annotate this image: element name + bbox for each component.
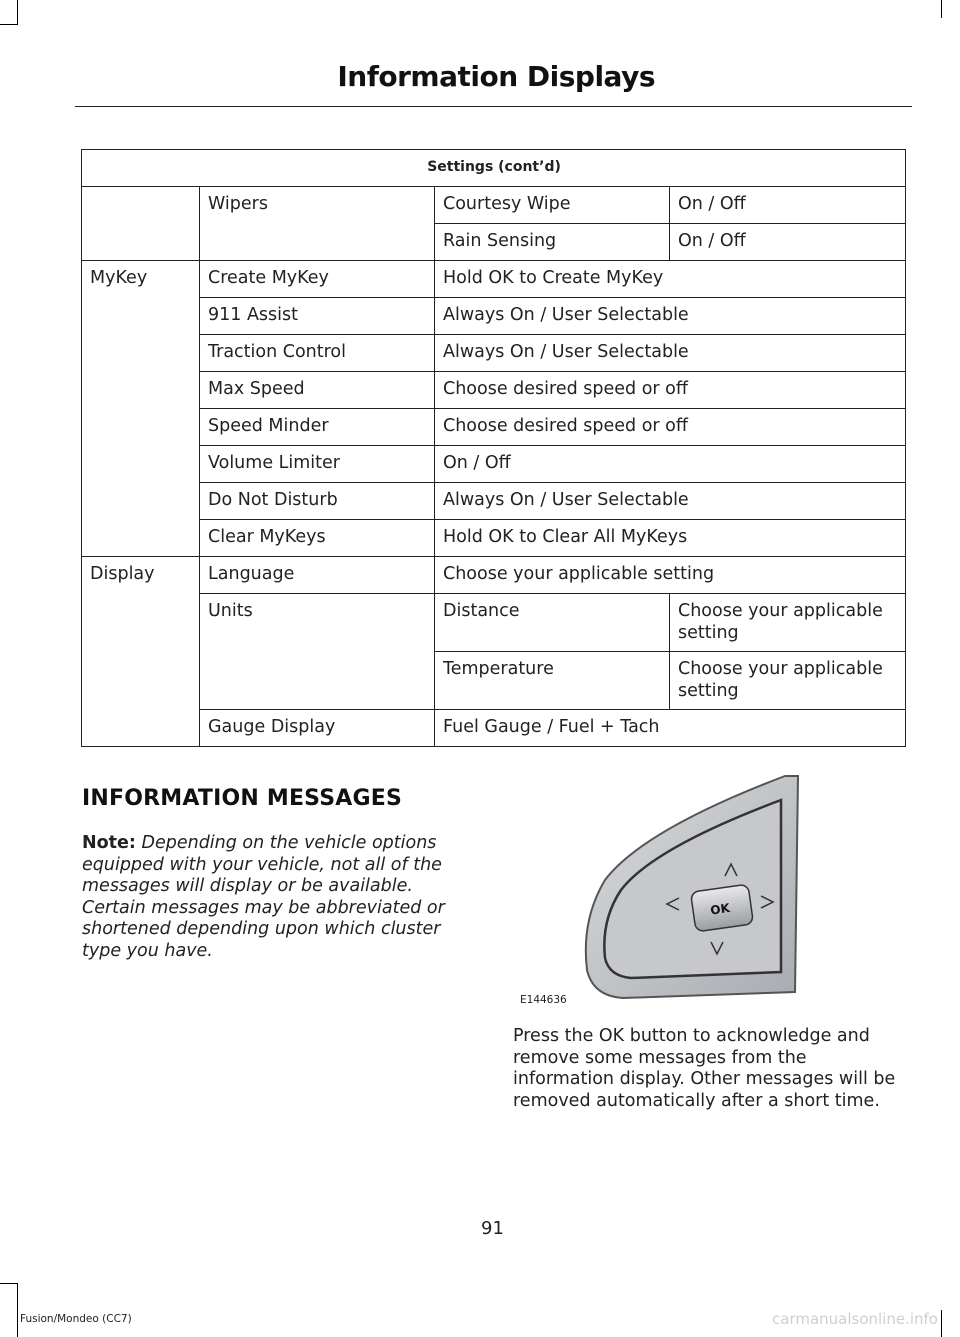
table-row [82,224,906,261]
steering-wheel-controls-illustration [513,770,813,1010]
table-cell [82,187,200,261]
body-paragraph: Press the OK button to acknowledge and remove some messages from the information display. Other messages will be removed automatically after a short time. [513,1026,896,1111]
section-heading: INFORMATION MESSAGES [82,786,403,811]
table-cell: On / Off [670,187,906,224]
page-title: Information Displays [337,60,655,93]
table-cell: Units [200,594,435,710]
table-cell: Choose desired speed or off [435,409,906,446]
table-cell: On / Off [670,224,906,261]
table-row [82,446,906,483]
crop-mark [17,1283,18,1337]
table-cell: Temperature [435,652,670,710]
table-cell: Volume Limiter [200,446,435,483]
table-cell: Gauge Display [200,710,435,747]
table-row [82,261,906,298]
page-number: 91 [481,1218,504,1239]
settings-table [81,149,906,747]
table-row [82,298,906,335]
table-row [82,335,906,372]
table-cell: Traction Control [200,335,435,372]
table-cell: Language [200,557,435,594]
note-text: Depending on the vehicle options equipped with your vehicle, not all of the messages will display or be available. Certain messages may be abbreviated or shortened depending upon which cluster type you have. [82,833,445,961]
table-cell: Always On / User Selectable [435,298,906,335]
footer-model: Fusion/Mondeo (CC7) [20,1313,132,1325]
table-cell: Always On / User Selectable [435,335,906,372]
title-rule [75,106,912,107]
table-cell: Wipers [200,187,435,224]
table-cell [200,224,435,261]
table-row [82,409,906,446]
table-cell: On / Off [435,446,906,483]
table-cell: Rain Sensing [435,224,670,261]
crop-mark [17,0,18,24]
table-cell: Choose your applicable setting [670,652,906,710]
table-row [82,557,906,594]
table-cell: Max Speed [200,372,435,409]
table-cell: Hold OK to Create MyKey [435,261,906,298]
table-cell: Speed Minder [200,409,435,446]
figure-label: E144636 [520,994,567,1006]
note-label: Note: [82,833,136,853]
table-cell: Distance [435,594,670,652]
table-caption: Settings (cont’d) [82,150,906,187]
table-cell: Hold OK to Clear All MyKeys [435,520,906,557]
crop-mark [0,24,18,25]
table-cell: Display [82,557,200,747]
table-cell: Choose your applicable setting [435,557,906,594]
table-row [82,710,906,747]
ok-button-label: OK [709,900,731,918]
table-row [82,520,906,557]
table-cell: 911 Assist [200,298,435,335]
crop-mark [941,1310,942,1337]
watermark: carmanualsonline.info [772,1310,938,1328]
table-cell: Clear MyKeys [200,520,435,557]
table-cell: Create MyKey [200,261,435,298]
table-cell: Fuel Gauge / Fuel + Tach [435,710,906,747]
table-row [82,372,906,409]
table-row [82,483,906,520]
crop-mark [941,0,942,18]
table-cell: Choose desired speed or off [435,372,906,409]
table-cell: Do Not Disturb [200,483,435,520]
table-cell: Courtesy Wipe [435,187,670,224]
note-paragraph [82,833,462,962]
table-cell: Always On / User Selectable [435,483,906,520]
table-cell: MyKey [82,261,200,557]
crop-mark [0,1283,18,1284]
table-cell: Choose your applicable setting [670,594,906,652]
table-row [82,594,906,652]
table-row [82,187,906,224]
